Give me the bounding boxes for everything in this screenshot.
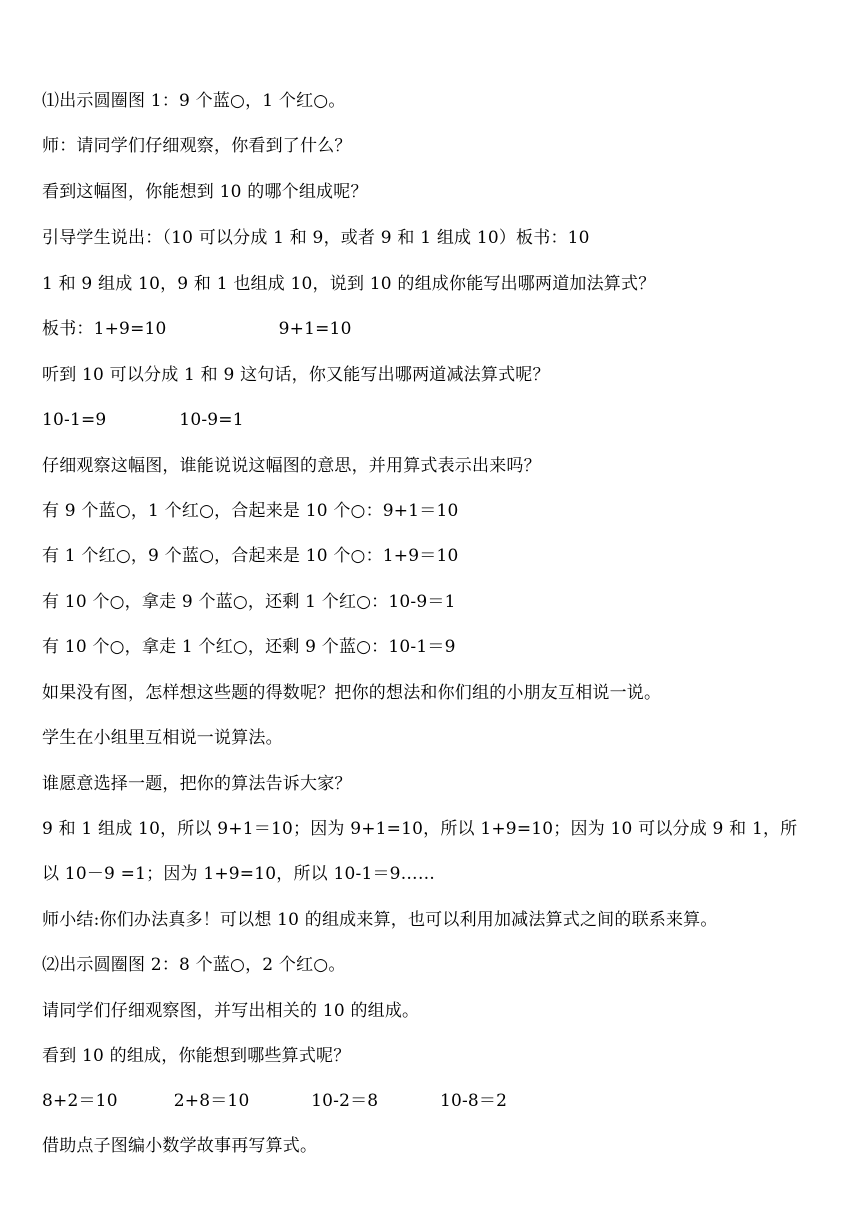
text-line: 谁愿意选择一题，把你的算法告诉大家？ (42, 774, 352, 794)
text-line: 8+2＝10 2+8＝10 10-2＝8 10-8＝2 (42, 1091, 508, 1111)
text-line: 如果没有图，怎样想这些题的得数呢？把你的想法和你们组的小朋友互相说一说。 (42, 683, 662, 703)
text-line: 师：请同学们仔细观察，你看到了什么？ (42, 136, 352, 156)
text-line: 有 10 个○，拿走 9 个蓝○，还剩 1 个红○：10-9＝1 (42, 592, 456, 612)
text-line: 仔细观察这幅图，谁能说说这幅图的意思，并用算式表示出来吗？ (42, 456, 541, 476)
text-line: ⑵出示圆圈图 2：8 个蓝○，2 个红○。 (42, 955, 346, 975)
text-line: 9 和 1 组成 10，所以 9+1＝10；因为 9+1=10，所以 1+9=10；因为 10 可以分成 9 和 1，所 (42, 819, 798, 839)
text-line: 以 10－9 =1；因为 1+9=10，所以 10-1＝9…… (42, 864, 436, 884)
text-line: 1 和 9 组成 10，9 和 1 也组成 10，说到 10 的组成你能写出哪两道加法算式？ (42, 274, 656, 294)
text-line: 请同学们仔细观察图，并写出相关的 10 的组成。 (42, 1001, 420, 1021)
text-line: 看到 10 的组成，你能想到哪些算式呢？ (42, 1046, 351, 1066)
text-line: 10-1=9 10-9=1 (42, 410, 244, 430)
text-line: 借助点子图编小数学故事再写算式。 (42, 1136, 318, 1156)
text-line: 师小结:你们办法真多！可以想 10 的组成来算，也可以利用加减法算式之间的联系来算。 (42, 910, 718, 930)
text-line: 有 1 个红○，9 个蓝○，合起来是 10 个○：1+9＝10 (42, 546, 459, 566)
text-line: 引导学生说出：（10 可以分成 1 和 9，或者 9 和 1 组成 10）板书：10 (42, 228, 590, 248)
text-line: 看到这幅图，你能想到 10 的哪个组成呢？ (42, 182, 368, 202)
text-line: 有 10 个○，拿走 1 个红○，还剩 9 个蓝○：10-1＝9 (42, 637, 456, 657)
text-line: 有 9 个蓝○，1 个红○，合起来是 10 个○：9+1＝10 (42, 501, 459, 521)
text-line: 板书：1+9=10 9+1=10 (42, 319, 352, 339)
text-line: 听到 10 可以分成 1 和 9 这句话，你又能写出哪两道减法算式呢？ (42, 365, 550, 385)
text-line: ⑴出示圆圈图 1：9 个蓝○，1 个红○。 (42, 91, 346, 111)
text-line: 学生在小组里互相说一说算法。 (42, 728, 283, 748)
